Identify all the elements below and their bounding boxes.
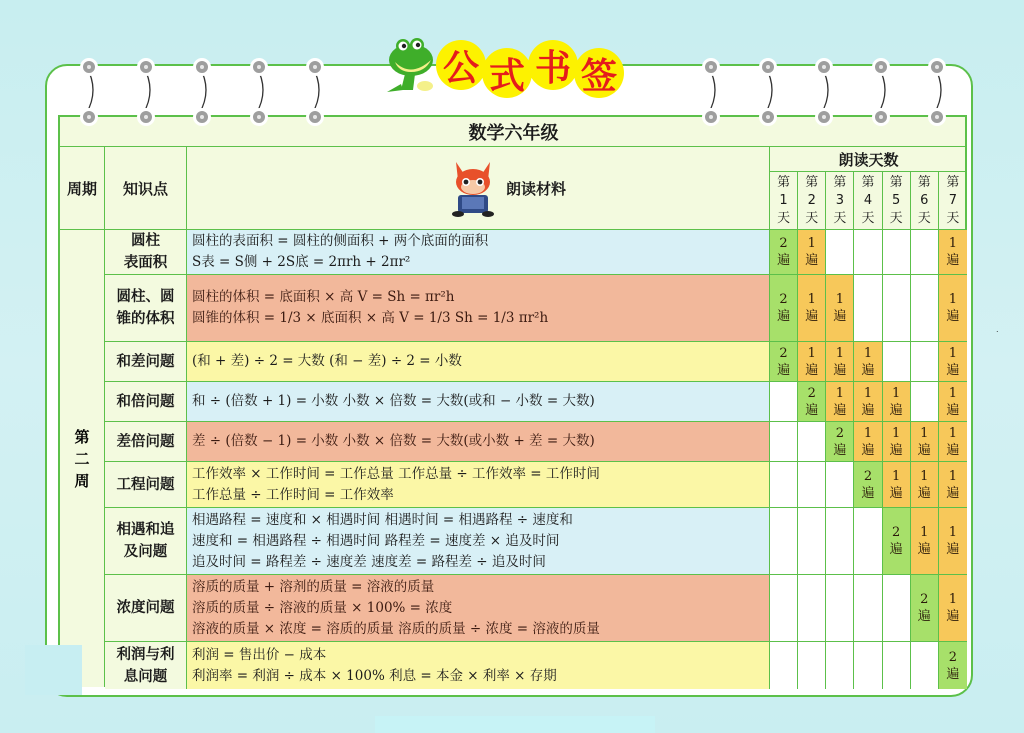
- week-char: 第: [74, 427, 90, 446]
- formula-line: 工作效率 × 工作时间 = 工作总量 工作总量 ÷ 工作效率 = 工作时间: [192, 465, 600, 482]
- formula-line: 圆柱的表面积 = 圆柱的侧面积 + 两个底面的面积: [192, 233, 489, 249]
- day-1-count: [770, 230, 798, 275]
- grade-title: 数学六年级: [60, 117, 967, 147]
- topic-label: 圆柱: [131, 233, 160, 249]
- material-cell: [187, 275, 770, 342]
- day-2-count: [798, 462, 826, 508]
- repeat-unit: 遍: [917, 485, 931, 501]
- day-header-2: [798, 172, 826, 230]
- repeat-count: 1: [948, 236, 958, 251]
- day-6-count: [911, 508, 939, 575]
- day-4-count: [854, 642, 882, 689]
- repeat-unit: 遍: [777, 309, 791, 324]
- topic-label: 表面积: [123, 255, 168, 271]
- week-char: 二: [74, 449, 90, 468]
- formula-line: 圆柱的体积 = 底面积 × 高 V = Sh = πr²h: [192, 289, 455, 305]
- spiral-ring-hole: [702, 108, 720, 126]
- repeat-unit: 遍: [946, 609, 960, 624]
- day-3-count: [826, 230, 854, 275]
- day-5-count: [883, 508, 911, 575]
- topic-cell: [105, 422, 187, 462]
- day-4-count: [854, 382, 882, 422]
- spiral-ring-hole: [872, 108, 890, 126]
- day-4-count: [854, 230, 882, 275]
- day-header-5: [883, 172, 911, 230]
- repeat-count: 1: [835, 292, 844, 307]
- spiral-ring-hole: [80, 58, 98, 76]
- formula-line: 和 ÷ (倍数 + 1) = 小数 小数 × 倍数 = 大数(或和 − 小数 = 大数): [192, 393, 595, 409]
- day-7-count: [939, 642, 967, 689]
- formula-line: 利润率 = 利润 ÷ 成本 × 100% 利息 = 本金 × 利率 × 存期: [192, 667, 557, 684]
- repeat-count: 2: [948, 649, 958, 665]
- topic-label: 相遇和追: [116, 522, 175, 538]
- material-cell: [187, 508, 770, 575]
- repeat-count: 1: [948, 592, 958, 607]
- topic-label: 息问题: [123, 668, 168, 685]
- spiral-ring-hole: [137, 108, 155, 126]
- day-7-count: [939, 575, 967, 642]
- formula-line: 利润 = 售出价 − 成本: [192, 646, 327, 663]
- topic-label: 及问题: [123, 544, 168, 560]
- spiral-ring-hole: [250, 108, 268, 126]
- formula-table: [58, 115, 967, 687]
- topic-cell: [105, 575, 187, 642]
- day-header-text: 第: [805, 174, 819, 190]
- day-1-count: [770, 462, 798, 508]
- day-5-count: [883, 422, 911, 462]
- day-6-count: [911, 642, 939, 689]
- day-4-count: [854, 575, 882, 642]
- day-2-count: [798, 642, 826, 689]
- day-header-text: 4: [863, 192, 873, 208]
- fox-reading-icon: [450, 158, 496, 218]
- repeat-unit: 遍: [833, 442, 847, 458]
- formula-line: 差 ÷ (倍数 − 1) = 小数 小数 × 倍数 = 大数(或小数 + 差 = 大数): [192, 433, 595, 449]
- spiral-ring-hole: [193, 58, 211, 76]
- day-3-count: [826, 642, 854, 689]
- day-header-text: 天: [889, 210, 903, 226]
- material-cell: [187, 382, 770, 422]
- repeat-count: 1: [948, 292, 958, 307]
- topic-cell: [105, 642, 187, 689]
- repeat-unit: 遍: [917, 442, 931, 458]
- topic-label: 浓度问题: [116, 600, 175, 616]
- day-6-count: [911, 462, 939, 508]
- day-3-count: [826, 382, 854, 422]
- day-7-count: [939, 508, 967, 575]
- badge-char: 签: [574, 48, 624, 98]
- day-header-text: 第: [861, 174, 875, 190]
- formula-line: 追及时间 = 路程差 ÷ 速度差 速度差 = 路程差 ÷ 追及时间: [192, 553, 546, 570]
- day-header-text: 天: [917, 210, 931, 226]
- day-header-text: 第: [917, 174, 931, 190]
- repeat-unit: 遍: [946, 666, 960, 682]
- spiral-ring-hole: [759, 108, 777, 126]
- day-2-count: [798, 342, 826, 382]
- topic-cell: [105, 230, 187, 275]
- day-4-count: [854, 422, 882, 462]
- day-header-3: [826, 172, 854, 230]
- topic-cell: [105, 382, 187, 422]
- day-6-count: [911, 342, 939, 382]
- material-cell: [187, 342, 770, 382]
- topic-label: 锥的体积: [116, 311, 175, 327]
- repeat-unit: 遍: [889, 485, 903, 501]
- spiral-ring-hole: [815, 108, 833, 126]
- repeat-count: 1: [948, 468, 958, 484]
- repeat-count: 1: [948, 345, 958, 361]
- bookmark-title-badge: [440, 40, 624, 100]
- day-header-text: 5: [891, 192, 901, 208]
- day-header-text: 1: [779, 192, 788, 208]
- repeat-count: 1: [891, 425, 901, 441]
- day-2-count: [798, 275, 826, 342]
- day-header-text: 7: [948, 192, 958, 208]
- day-3-count: [826, 575, 854, 642]
- repeat-unit: 遍: [861, 402, 875, 418]
- repeat-unit: 遍: [805, 362, 819, 378]
- day-1-count: [770, 275, 798, 342]
- day-1-count: [770, 508, 798, 575]
- column-header-period: 周期: [60, 147, 105, 230]
- repeat-unit: 遍: [861, 485, 875, 501]
- spiral-ring-hole: [928, 58, 946, 76]
- repeat-count: 1: [863, 425, 873, 441]
- spiral-ring-hole: [306, 108, 324, 126]
- material-cell: [187, 462, 770, 508]
- formula-line: 溶质的质量 + 溶剂的质量 = 溶液的质量: [192, 578, 435, 595]
- column-header-topic: 知识点: [105, 147, 187, 230]
- overlay-patch: [25, 645, 82, 695]
- repeat-unit: 遍: [946, 542, 960, 557]
- topic-label: 利润与利: [116, 646, 175, 663]
- day-header-text: 第: [946, 174, 960, 190]
- day-4-count: [854, 462, 882, 508]
- formula-line: (和 + 差) ÷ 2 = 大数 (和 − 差) ÷ 2 = 小数: [192, 353, 462, 369]
- day-7-count: [939, 342, 967, 382]
- day-4-count: [854, 342, 882, 382]
- day-header-text: 天: [777, 210, 791, 226]
- formula-line: 相遇路程 = 速度和 × 相遇时间 相遇时间 = 相遇路程 ÷ 速度和: [192, 511, 573, 528]
- topic-cell: [105, 508, 187, 575]
- spiral-ring-hole: [815, 58, 833, 76]
- repeat-count: 2: [807, 385, 816, 401]
- repeat-unit: 遍: [861, 362, 875, 378]
- day-6-count: [911, 382, 939, 422]
- repeat-count: 2: [835, 425, 844, 441]
- repeat-unit: 遍: [805, 253, 819, 268]
- repeat-count: 2: [863, 468, 873, 484]
- day-header-text: 6: [920, 192, 929, 208]
- repeat-count: 1: [948, 425, 958, 441]
- repeat-unit: 遍: [946, 402, 960, 418]
- repeat-unit: 遍: [946, 362, 960, 378]
- day-header-text: 2: [807, 192, 816, 208]
- day-header-text: 第: [777, 174, 791, 190]
- repeat-count: 1: [835, 385, 844, 401]
- spiral-ring-hole: [872, 58, 890, 76]
- repeat-count: 1: [891, 468, 901, 484]
- day-2-count: [798, 508, 826, 575]
- day-7-count: [939, 462, 967, 508]
- day-header-text: 3: [835, 192, 844, 208]
- badge-char: 公: [436, 40, 486, 90]
- repeat-unit: 遍: [805, 309, 819, 324]
- day-header-7: [939, 172, 967, 230]
- topic-cell: [105, 275, 187, 342]
- repeat-count: 1: [920, 525, 929, 540]
- repeat-count: 2: [779, 345, 788, 361]
- formula-line: 溶液的质量 × 浓度 = 溶质的质量 溶质的质量 ÷ 浓度 = 溶液的质量: [192, 620, 600, 637]
- spiral-ring-hole: [306, 58, 324, 76]
- topic-label: 差倍问题: [116, 433, 175, 450]
- day-5-count: [883, 342, 911, 382]
- formula-line: 速度和 = 相遇路程 ÷ 相遇时间 路程差 = 速度差 × 追及时间: [192, 532, 560, 549]
- repeat-count: 1: [863, 385, 873, 401]
- repeat-count: 1: [948, 385, 958, 401]
- overlay-patch: [375, 716, 655, 733]
- day-5-count: [883, 275, 911, 342]
- repeat-unit: 遍: [861, 442, 875, 458]
- day-5-count: [883, 575, 911, 642]
- day-3-count: [826, 508, 854, 575]
- repeat-count: 1: [835, 345, 844, 361]
- speck: .: [996, 325, 999, 334]
- day-header-text: 天: [805, 210, 819, 226]
- repeat-unit: 遍: [917, 609, 931, 624]
- repeat-unit: 遍: [833, 402, 847, 418]
- day-2-count: [798, 575, 826, 642]
- column-header-material: [187, 147, 770, 230]
- day-1-count: [770, 642, 798, 689]
- day-header-6: [911, 172, 939, 230]
- day-header-1: [770, 172, 798, 230]
- day-3-count: [826, 342, 854, 382]
- repeat-count: 1: [920, 468, 929, 484]
- repeat-count: 1: [807, 345, 816, 361]
- day-header-4: [854, 172, 882, 230]
- badge-char: 式: [482, 48, 532, 98]
- day-5-count: [883, 642, 911, 689]
- repeat-count: 1: [807, 292, 816, 307]
- material-cell: [187, 230, 770, 275]
- topic-cell: [105, 462, 187, 508]
- topic-label: 圆柱、圆: [116, 289, 175, 305]
- repeat-unit: 遍: [777, 253, 791, 268]
- week-char: 周: [74, 471, 90, 490]
- formula-line: 工作总量 ÷ 工作时间 = 工作效率: [192, 486, 394, 503]
- repeat-count: 2: [779, 236, 788, 251]
- topic-label: 和倍问题: [116, 393, 175, 410]
- day-header-text: 天: [861, 210, 875, 226]
- repeat-unit: 遍: [889, 402, 903, 418]
- material-header-label: 朗读材料: [505, 179, 566, 198]
- day-4-count: [854, 275, 882, 342]
- formula-line: S表 = S侧 + 2S底 = 2πrh + 2πr²: [192, 254, 411, 270]
- day-1-count: [770, 342, 798, 382]
- day-7-count: [939, 382, 967, 422]
- repeat-count: 2: [920, 592, 929, 607]
- day-6-count: [911, 230, 939, 275]
- repeat-unit: 遍: [833, 309, 847, 324]
- repeat-unit: 遍: [946, 309, 960, 324]
- repeat-unit: 遍: [777, 362, 791, 378]
- repeat-count: 1: [807, 236, 816, 251]
- day-header-text: 第: [889, 174, 903, 190]
- spiral-ring-hole: [702, 58, 720, 76]
- column-header-days: 朗读天数: [770, 147, 967, 172]
- repeat-unit: 遍: [946, 485, 960, 501]
- day-7-count: [939, 230, 967, 275]
- day-5-count: [883, 382, 911, 422]
- spiral-ring-hole: [193, 108, 211, 126]
- formula-line: 溶质的质量 ÷ 溶液的质量 × 100% = 浓度: [192, 599, 453, 616]
- topic-label: 和差问题: [116, 353, 175, 370]
- repeat-unit: 遍: [889, 542, 903, 557]
- repeat-count: 1: [948, 525, 958, 540]
- day-header-text: 第: [833, 174, 847, 190]
- repeat-count: 1: [863, 345, 873, 361]
- day-6-count: [911, 575, 939, 642]
- repeat-unit: 遍: [946, 442, 960, 458]
- day-header-text: 天: [833, 210, 847, 226]
- day-1-count: [770, 382, 798, 422]
- day-5-count: [883, 230, 911, 275]
- repeat-unit: 遍: [917, 542, 931, 557]
- repeat-unit: 遍: [946, 253, 960, 268]
- day-3-count: [826, 462, 854, 508]
- day-1-count: [770, 575, 798, 642]
- repeat-unit: 遍: [889, 442, 903, 458]
- repeat-count: 2: [779, 292, 788, 307]
- day-2-count: [798, 230, 826, 275]
- spiral-ring-hole: [928, 108, 946, 126]
- day-1-count: [770, 422, 798, 462]
- spiral-ring-hole: [80, 108, 98, 126]
- repeat-count: 1: [920, 425, 929, 441]
- badge-char: 书: [528, 40, 578, 90]
- day-3-count: [826, 275, 854, 342]
- day-2-count: [798, 422, 826, 462]
- day-7-count: [939, 422, 967, 462]
- topic-cell: [105, 342, 187, 382]
- day-6-count: [911, 422, 939, 462]
- day-3-count: [826, 422, 854, 462]
- week-label: [60, 230, 105, 687]
- day-header-text: 天: [946, 210, 960, 226]
- day-4-count: [854, 508, 882, 575]
- material-cell: [187, 422, 770, 462]
- repeat-count: 1: [891, 385, 901, 401]
- day-2-count: [798, 382, 826, 422]
- day-5-count: [883, 462, 911, 508]
- spiral-ring-hole: [759, 58, 777, 76]
- repeat-unit: 遍: [805, 402, 819, 418]
- formula-line: 圆锥的体积 = 1/3 × 底面积 × 高 V = 1/3 Sh = 1/3 πr²h: [192, 310, 549, 326]
- repeat-count: 2: [891, 525, 901, 540]
- topic-label: 工程问题: [116, 476, 175, 493]
- day-7-count: [939, 275, 967, 342]
- repeat-unit: 遍: [833, 362, 847, 378]
- spiral-ring-hole: [250, 58, 268, 76]
- day-6-count: [911, 275, 939, 342]
- material-cell: [187, 642, 770, 689]
- spiral-ring-hole: [137, 58, 155, 76]
- material-cell: [187, 575, 770, 642]
